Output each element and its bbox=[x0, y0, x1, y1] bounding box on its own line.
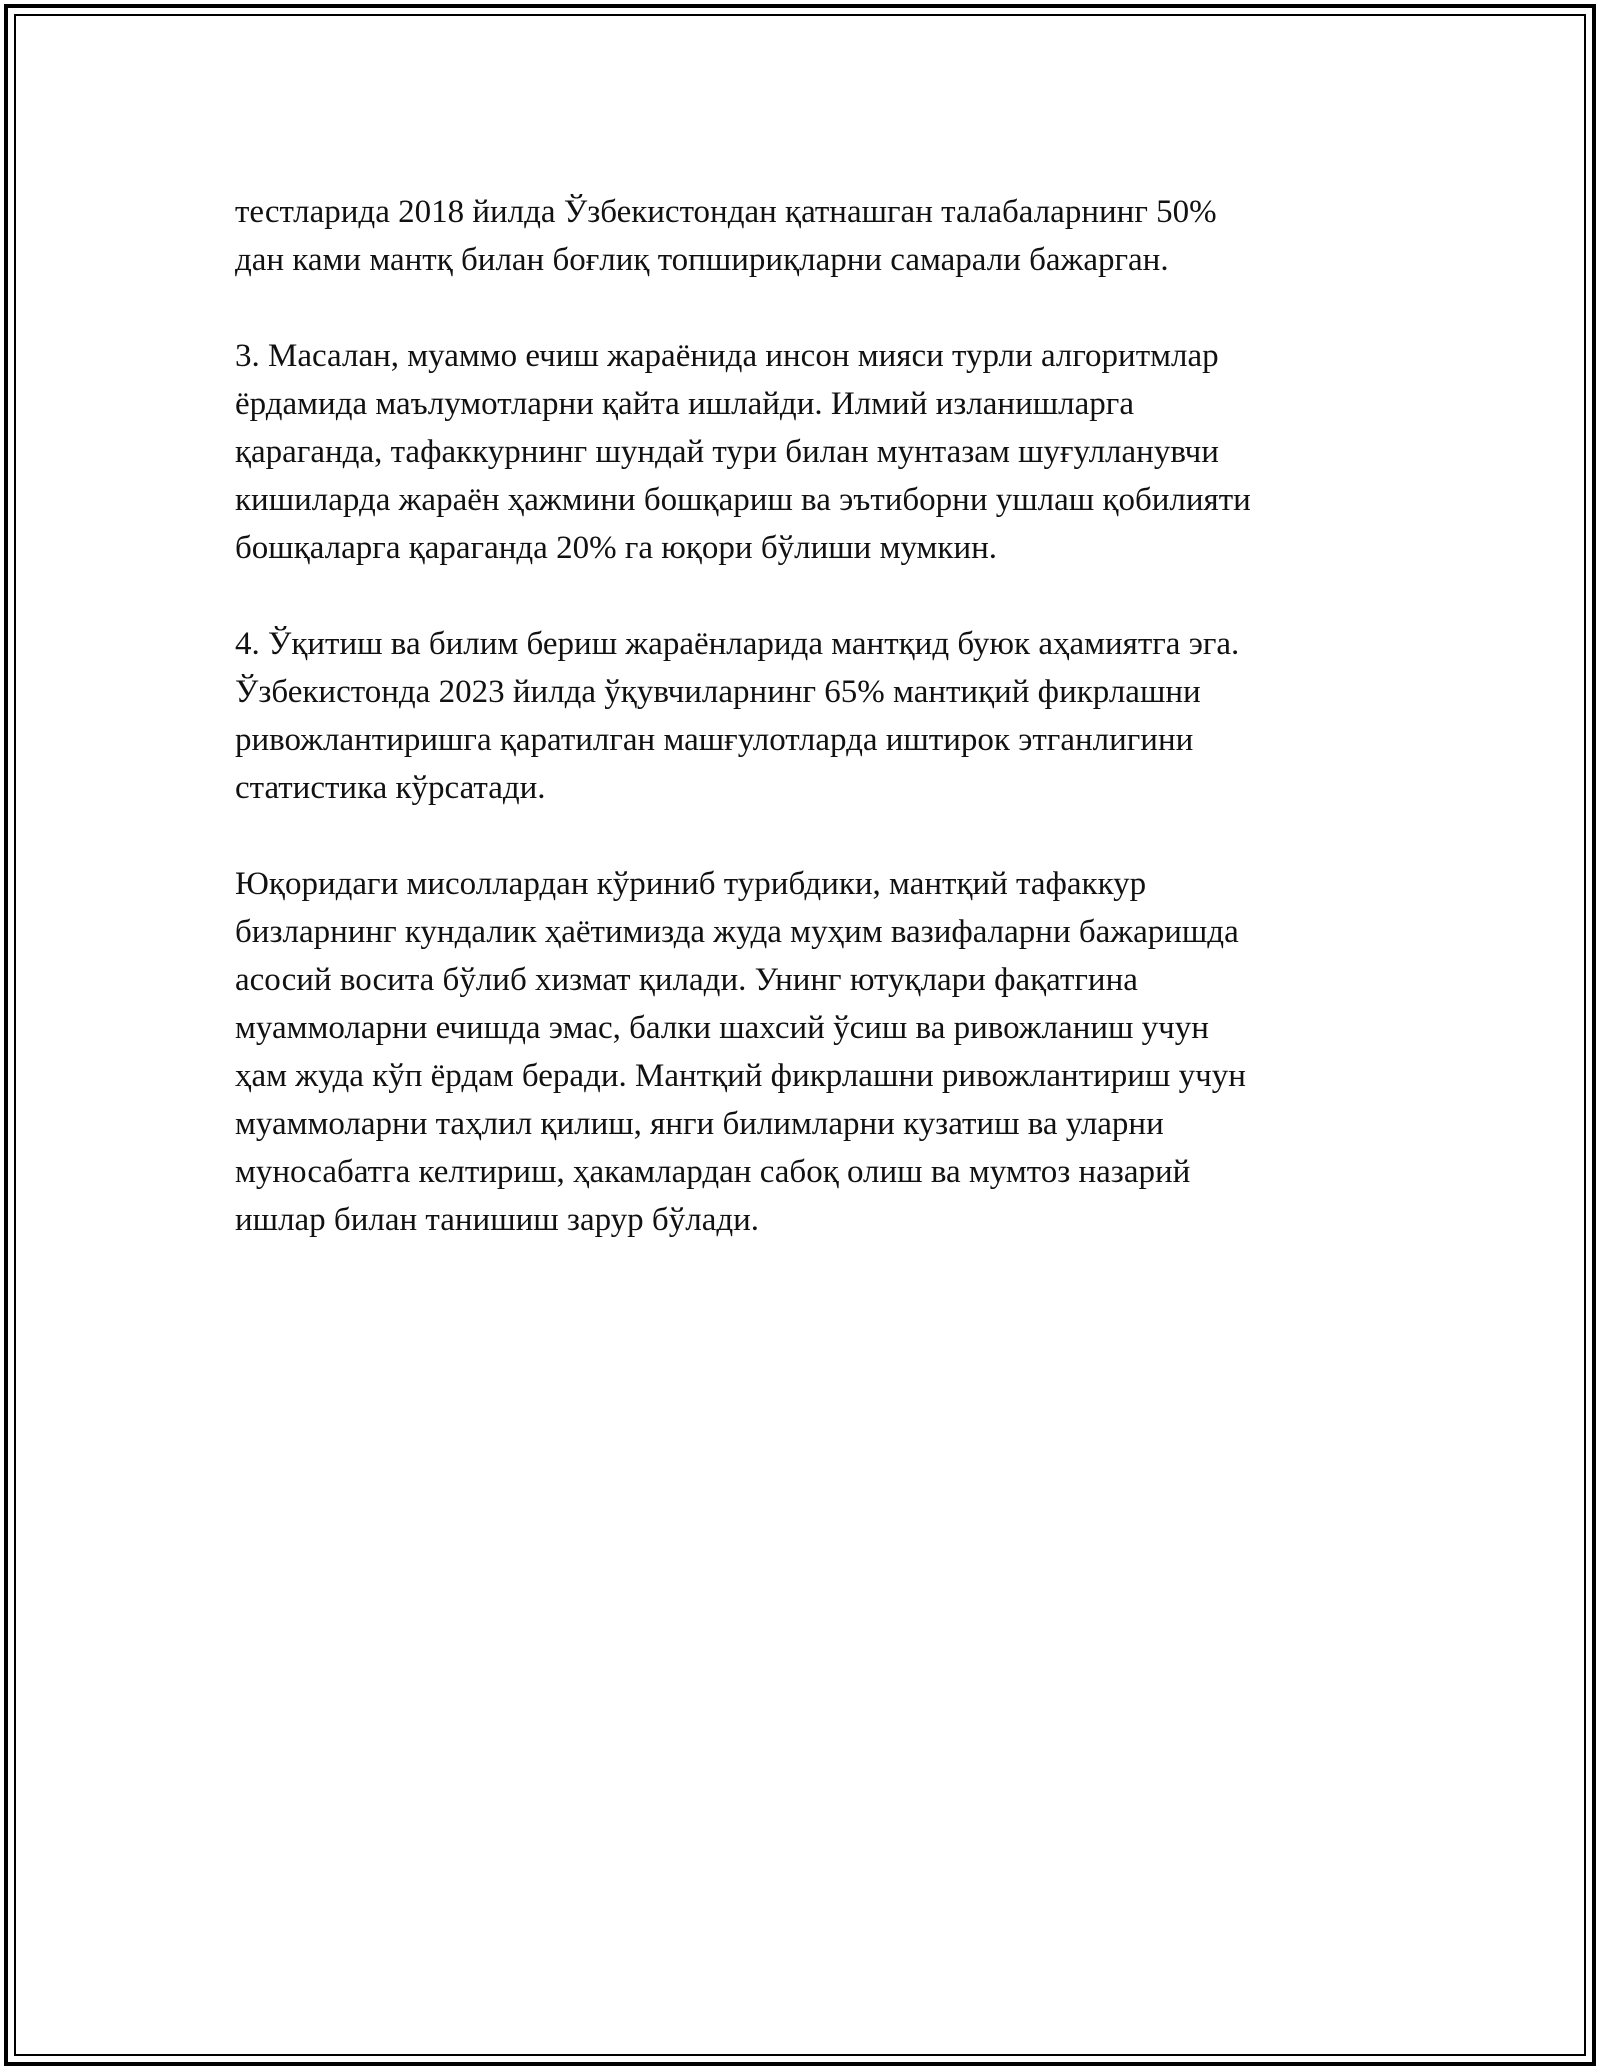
paragraph-3 bbox=[235, 620, 1375, 812]
text-line: тестларида 2018 йилда Ўзбекистондан қатнашган талабаларнинг 50% bbox=[235, 194, 1217, 230]
text-line: 3. Масалан, муаммо ечиш жараёнида инсон мияси турли алгоритмлар bbox=[235, 338, 1219, 374]
text-line: бизларнинг кундалик ҳаётимизда жуда муҳим вазифаларни бажаришда bbox=[235, 914, 1239, 950]
text-line: 4. Ўқитиш ва билим бериш жараёнларида мантқид буюк аҳамиятга эга. bbox=[235, 626, 1240, 662]
paragraph-4 bbox=[235, 860, 1375, 1244]
paragraph-2 bbox=[235, 332, 1375, 572]
text-line: Юқоридаги мисоллардан кўриниб турибдики, мантқий тафаккур bbox=[235, 866, 1147, 902]
text-line: муаммоларни ечишда эмас, балки шахсий ўсиш ва ривожланиш учун bbox=[235, 1010, 1209, 1046]
text-line: статистика кўрсатади. bbox=[235, 770, 546, 806]
text-line: муносабатга келтириш, ҳакамлардан сабоқ олиш ва мумтоз назарий bbox=[235, 1154, 1191, 1190]
text-line: Ўзбекистонда 2023 йилда ўқувчиларнинг 65% мантиқий фикрлашни bbox=[235, 674, 1201, 710]
text-line: муаммоларни таҳлил қилиш, янги билимларни кузатиш ва уларни bbox=[235, 1106, 1164, 1142]
text-line: ривожлантиришга қаратилган машғулотларда иштирок этганлигини bbox=[235, 722, 1194, 758]
text-line: асосий восита бўлиб хизмат қилади. Унинг ютуқлари фақатгина bbox=[235, 962, 1138, 998]
text-line: ёрдамида маълумотларни қайта ишлайди. Илмий изланишларга bbox=[235, 386, 1134, 422]
text-line: дан ками мантқ билан боғлиқ топшириқларни самарали бажарган. bbox=[235, 242, 1169, 278]
text-line: ишлар билан танишиш зарур бўлади. bbox=[235, 1202, 760, 1238]
text-line: кишиларда жараён ҳажмини бошқариш ва эътиборни ушлаш қобилияти bbox=[235, 482, 1251, 518]
text-line: қараганда, тафаккурнинг шундай тури билан мунтазам шуғулланувчи bbox=[235, 434, 1219, 470]
paragraph-1 bbox=[235, 188, 1375, 284]
text-line: ҳам жуда кўп ёрдам беради. Мантқий фикрлашни ривожлантириш учун bbox=[235, 1058, 1246, 1094]
text-line: бошқаларга қараганда 20% га юқори бўлиши мумкин. bbox=[235, 530, 998, 566]
document-body bbox=[235, 188, 1375, 1292]
